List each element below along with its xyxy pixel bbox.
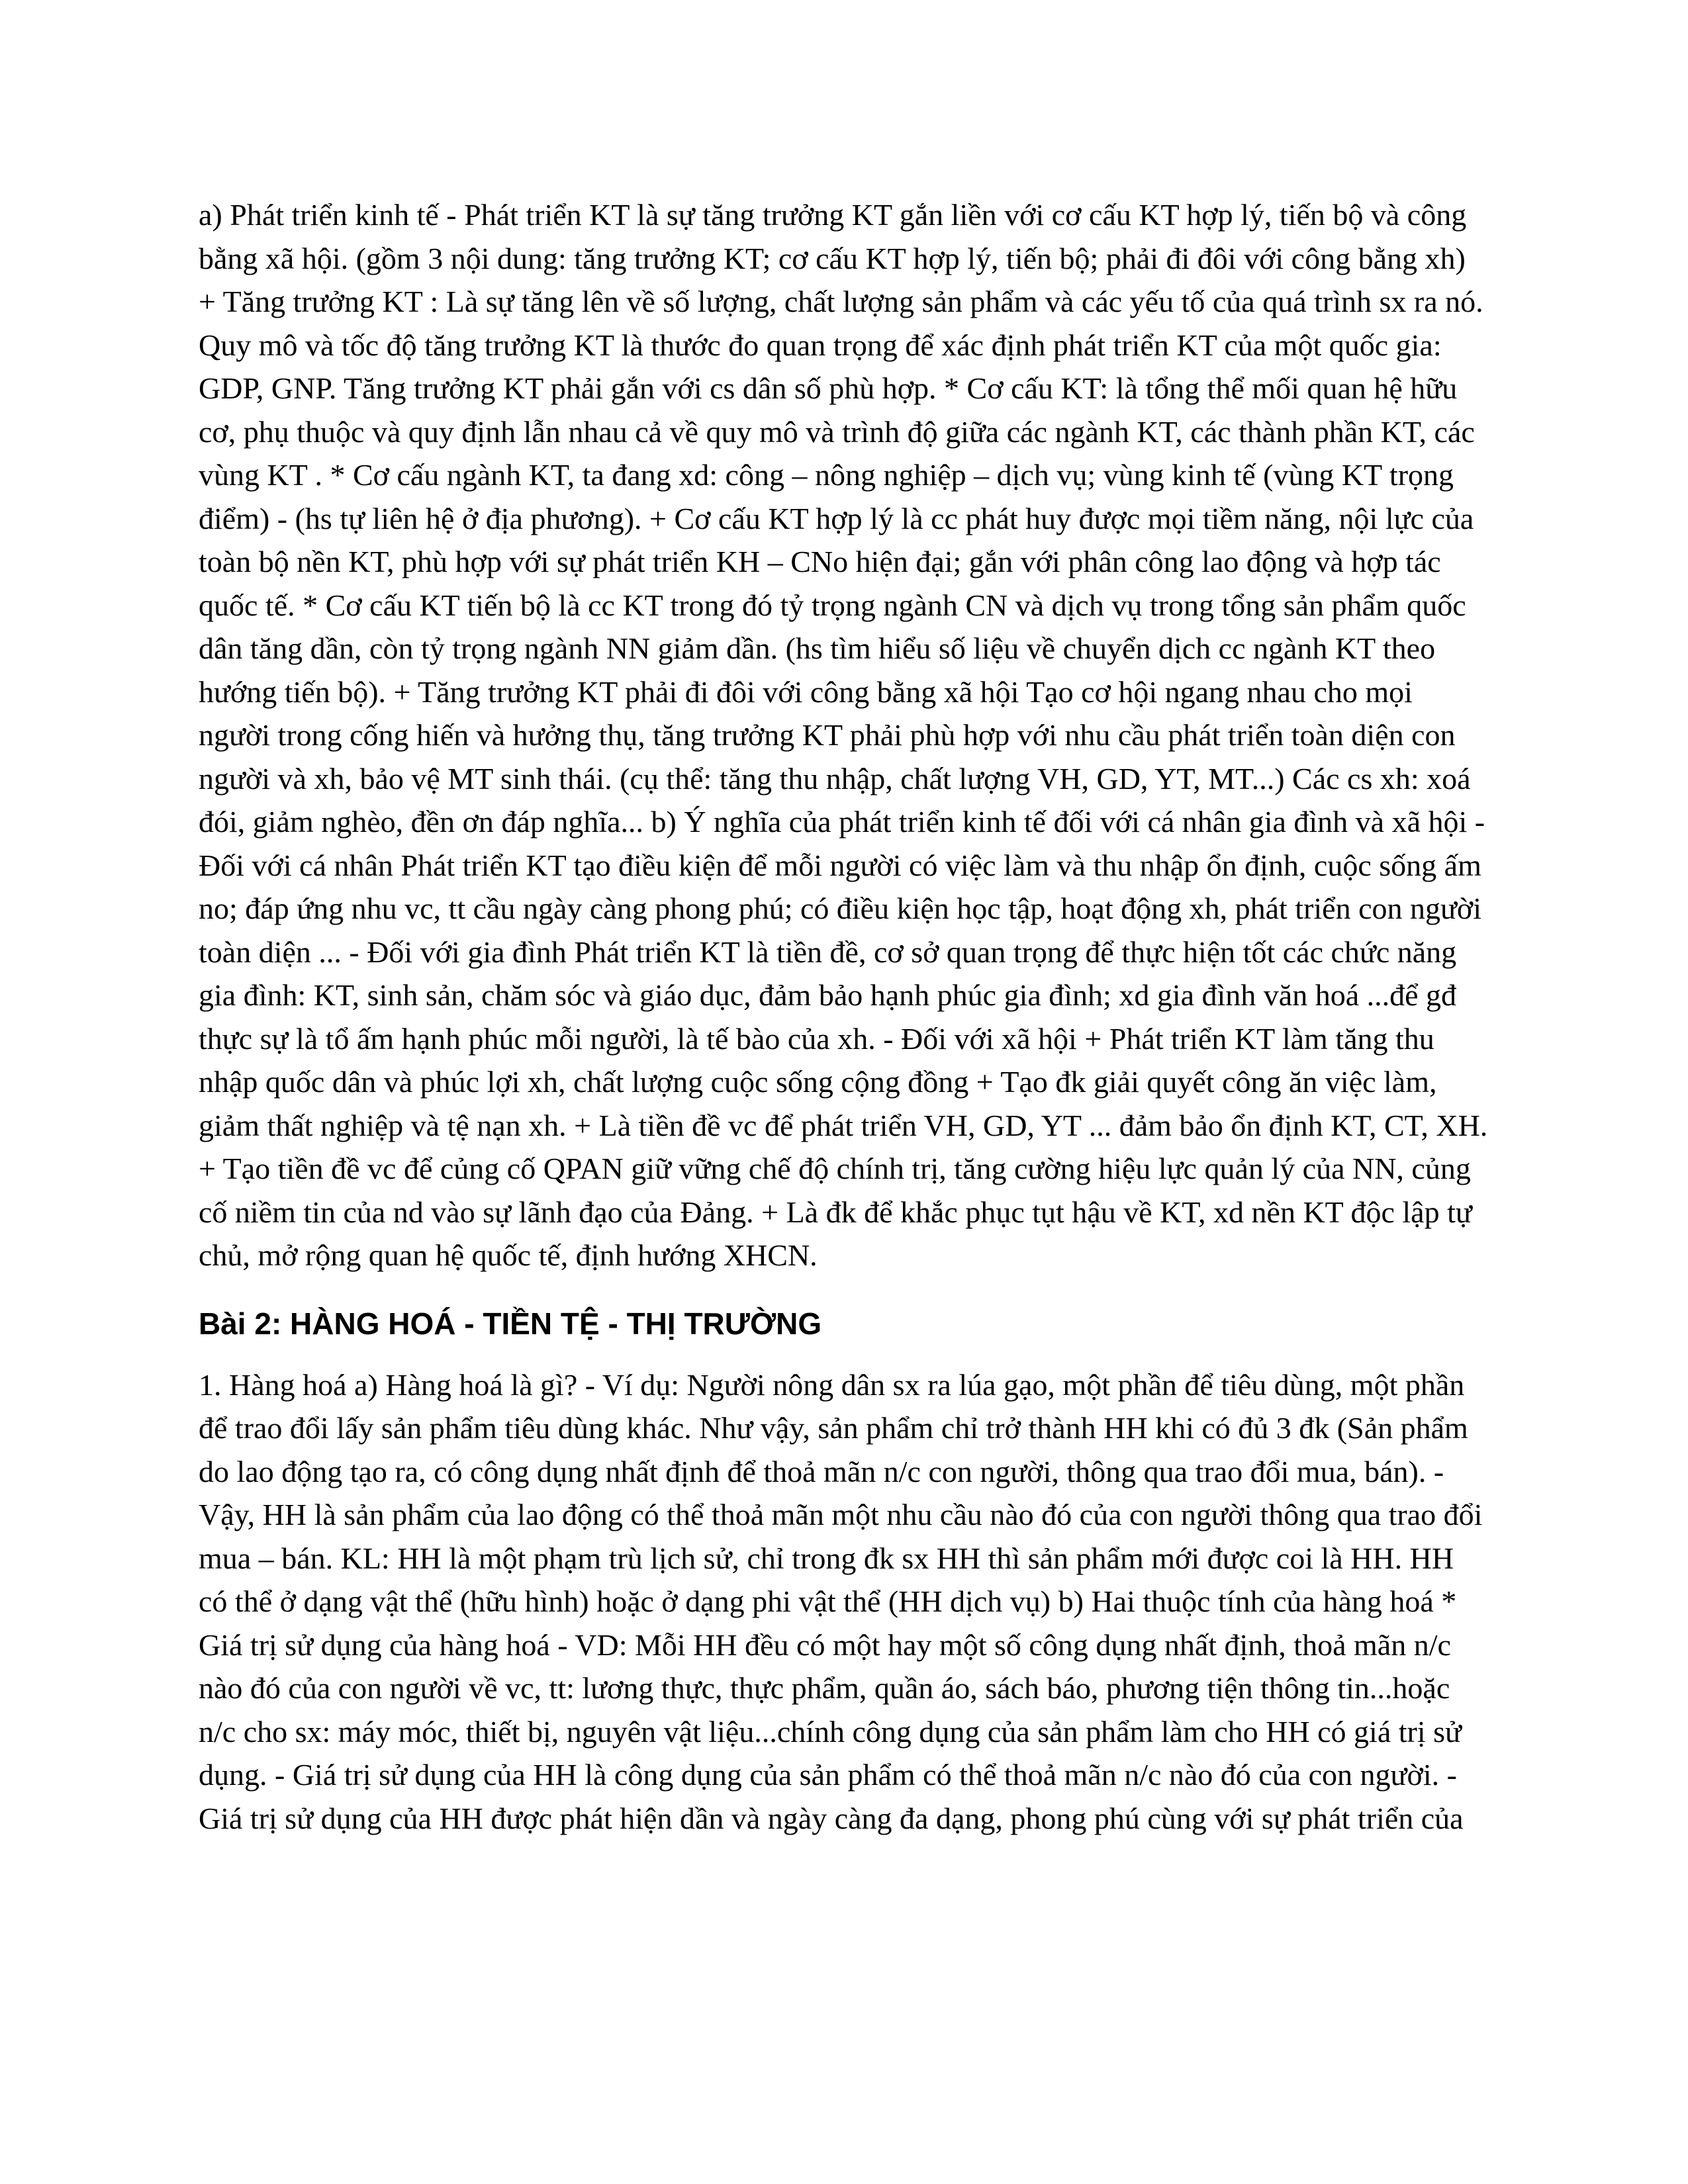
document-body: [199, 193, 1489, 1840]
section-heading: Bài 2: HÀNG HOÁ - TIỀN TỆ - THỊ TRƯỜNG: [199, 1306, 822, 1341]
paragraph-economic-development: a) Phát triển kinh tế - Phát triển KT là sự tăng trưởng KT gắn liền với cơ cấu KT hợp lý, tiến bộ và công bằng xã hội. (gồm 3 nội dung: tăng trưởng KT; cơ cấu KT hợp lý, tiến bộ; phải đi đôi với công bằng xh) + Tăng trưởng KT : Là sự tăng lên về số lượng, chất lượng sản phẩm và các yếu tố của quá trình sx ra nó. Quy mô và tốc độ tăng trưởng KT là thước đo quan trọng để xác định phát triển KT của một quốc gia: GDP, GNP. Tăng trưởng KT phải gắn với cs dân số phù hợp. * Cơ cấu KT: là tổng thể mối quan hệ hữu cơ, phụ thuộc và quy định lẫn nhau cả về quy mô và trình độ giữa các ngành KT, các thành phần KT, các vùng KT . * Cơ cấu ngành KT, ta đang xd: công – nông nghiệp – dịch vụ; vùng kinh tế (vùng KT trọng điểm) - (hs tự liên hệ ở địa phương). + Cơ cấu KT hợp lý là cc phát huy được mọi tiềm năng, nội lực của toàn bộ nền KT, phù hợp với sự phát triển KH – CNo hiện đại; gắn với phân công lao động và hợp tác quốc tế. * Cơ cấu KT tiến bộ là cc KT trong đó tỷ trọng ngành CN và dịch vụ trong tổng sản phẩm quốc dân tăng dần, còn tỷ trọng ngành NN giảm dần. (hs tìm hiểu số liệu về chuyển dịch cc ngành KT theo hướng tiến bộ). + Tăng trưởng KT phải đi đôi với công bằng xã hội Tạo cơ hội ngang nhau cho mọi người trong cống hiến và hưởng thụ, tăng trưởng KT phải phù hợp với nhu cầu phát triển toàn diện con người và xh, bảo vệ MT sinh thái. (cụ thể: tăng thu nhập, chất lượng VH, GD, YT, MT...) Các cs xh: xoá đói, giảm nghèo, đền ơn đáp nghĩa... b) Ý nghĩa của phát triển kinh tế đối với cá nhân gia đình và xã hội - Đối với cá nhân Phát triển KT tạo điều kiện để mỗi người có việc làm và thu nhập ổn định, cuộc sống ấm no; đáp ứng nhu vc, tt cầu ngày càng phong phú; có điều kiện học tập, hoạt động xh, phát triển con người toàn diện ... - Đối với gia đình Phát triển KT là tiền đề, cơ sở quan trọng để thực hiện tốt các chức năng gia đình: KT, sinh sản, chăm sóc và giáo dục, đảm bảo hạnh phúc gia đình; xd gia đình văn hoá ...để gđ thực sự là tổ ấm hạnh phúc mỗi người, là tế bào của xh. - Đối với xã hội + Phát triển KT làm tăng thu nhập quốc dân và phúc lợi xh, chất lượng cuộc sống cộng đồng + Tạo đk giải quyết công ăn việc làm, giảm thất nghiệp và tệ nạn xh. + Là tiền đề vc để phát triển VH, GD, YT ... đảm bảo ổn định KT, CT, XH. + Tạo tiền đề vc để củng cố QPAN giữ vững chế độ chính trị, tăng cường hiệu lực quản lý của NN, củng cố niềm tin của nd vào sự lãnh đạo của Đảng. + Là đk để khắc phục tụt hậu về KT, xd nền KT độc lập tự chủ, mở rộng quan hệ quốc tế, định hướng XHCN.: [199, 198, 1488, 1272]
paragraph-commodities: 1. Hàng hoá a) Hàng hoá là gì? - Ví dụ: Người nông dân sx ra lúa gạo, một phần để tiêu dùng, một phần để trao đổi lấy sản phẩm tiêu dùng khác. Như vậy, sản phẩm chỉ trở thành HH khi có đủ 3 đk (Sản phẩm do lao động tạo ra, có công dụng nhất định để thoả mãn n/c con người, thông qua trao đổi mua, bán). - Vậy, HH là sản phẩm của lao động có thể thoả mãn một nhu cầu nào đó của con người thông qua trao đổi mua – bán. KL: HH là một phạm trù lịch sử, chỉ trong đk sx HH thì sản phẩm mới được coi là HH. HH có thể ở dạng vật thể (hữu hình) hoặc ở dạng phi vật thể (HH dịch vụ) b) Hai thuộc tính của hàng hoá * Giá trị sử dụng của hàng hoá - VD: Mỗi HH đều có một hay một số công dụng nhất định, thoả mãn n/c nào đó của con người về vc, tt: lương thực, thực phẩm, quần áo, sách báo, phương tiện thông tin...hoặc n/c cho sx: máy móc, thiết bị, nguyên vật liệu...chính công dụng của sản phẩm làm cho HH có giá trị sử dụng. - Giá trị sử dụng của HH là công dụng của sản phẩm có thể thoả mãn n/c nào đó của con người. - Giá trị sử dụng của HH được phát hiện dần và ngày càng đa dạng, phong phú cùng với sự phát triển của: [199, 1367, 1483, 1835]
